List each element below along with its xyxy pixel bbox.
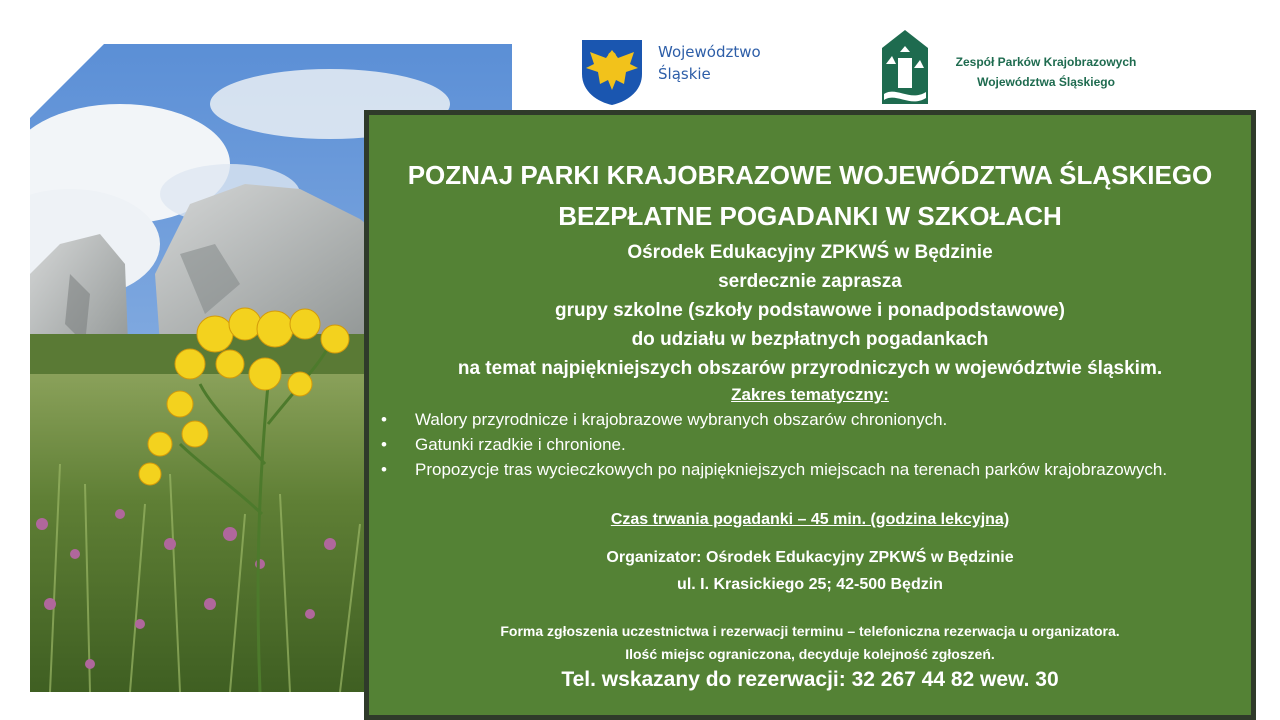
reservation-phone: Tel. wskazany do rezerwacji: 32 267 44 82 wew. 30 xyxy=(561,668,1059,691)
scope-list xyxy=(379,407,1239,482)
address-text: ul. I. Krasickiego 25; 42-500 Będzin xyxy=(677,576,943,593)
eagle-crest-icon xyxy=(580,38,644,106)
seat-limit-text: Ilość miejsc ograniczona, decyduje kolejność zgłoszeń. xyxy=(625,646,995,662)
intro-line-3: grupy szkolne (szkoły podstawowe i ponadpodstawowe) xyxy=(555,300,1065,321)
logo-zpk-line2: Województwa Śląskiego xyxy=(977,75,1115,89)
scope-heading: Zakres tematyczny: xyxy=(731,385,889,404)
registration-form-text: Forma zgłoszenia uczestnictwa i rezerwacji terminu – telefoniczna rezerwacja u organizatora. xyxy=(500,623,1120,639)
intro-line-4: do udziału w bezpłatnych pogadankach xyxy=(631,329,989,350)
wojewodztwo-slaskie-logo xyxy=(580,38,780,108)
list-item: • Gatunki rzadkie i chronione. xyxy=(379,432,1239,457)
title-line-1: POZNAJ PARKI KRAJOBRAZOWE WOJEWÓDZTWA ŚLĄSKIEGO xyxy=(407,160,1213,190)
zpk-logo xyxy=(880,28,1180,108)
logo-slaskie-line1: Województwo xyxy=(658,43,761,61)
info-panel xyxy=(364,110,1256,720)
title-line-2: BEZPŁATNE POGADANKI W SZKOŁACH xyxy=(558,201,1062,231)
list-item: • Walory przyrodnicze i krajobrazowe wybranych obszarów chronionych. xyxy=(379,407,1239,432)
duration-text: Czas trwania pogadanki – 45 min. (godzina lekcyjna) xyxy=(610,511,1010,528)
intro-line-5: na temat najpiękniejszych obszarów przyrodniczych w województwie śląskim. xyxy=(457,358,1163,379)
logo-slaskie-line2: Śląskie xyxy=(658,65,711,83)
intro-line-1: Ośrodek Edukacyjny ZPKWŚ w Będzinie xyxy=(627,242,993,263)
list-item: • Propozycje tras wycieczkowych po najpiękniejszych miejscach na terenach parków krajobrazowych. xyxy=(379,457,1239,482)
logo-zpk-line1: Zespół Parków Krajobrazowych xyxy=(955,55,1137,69)
intro-line-2: serdecznie zaprasza xyxy=(718,271,902,292)
tower-emblem-icon xyxy=(880,28,930,106)
organizer-text: Organizator: Ośrodek Edukacyjny ZPKWŚ w Będzinie xyxy=(606,549,1014,566)
